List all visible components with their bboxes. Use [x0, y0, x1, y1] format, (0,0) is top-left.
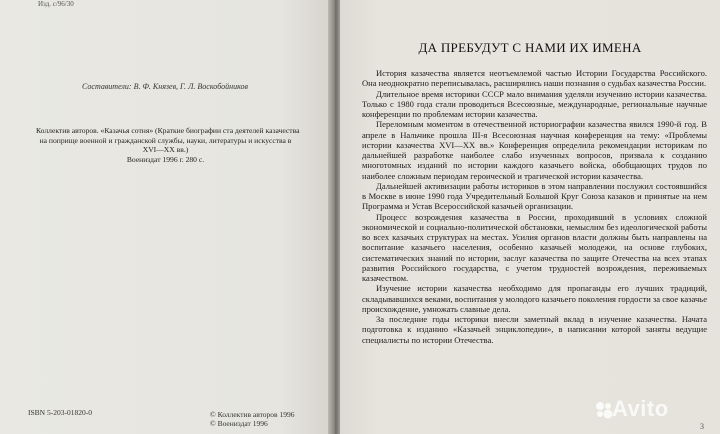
- avito-logo-icon: [594, 400, 614, 420]
- paragraph: Изучение истории казачества необходимо для пропаганды его лучших традиций, складывавшихся веками, воспитания у молодого казачьего поколения гордости за свое казачье происхождение, умножать славные дела.: [362, 283, 707, 314]
- annotation-block: [28, 126, 303, 164]
- paragraph: История казачества является неотъемлемой частью Истории Государства Российского. Она неоднократно переписывалась, расширялись наши познания о судьбах казачества России.: [362, 68, 707, 89]
- paragraph: За последние годы историки внесли заметный вклад в изучение казачества. Начата подготовка к изданию «Казачьей энциклопедии», в написании которой заняты ведущие специалисты по истории Отечества.: [362, 314, 707, 345]
- annotation-line-2: на поприще военной и гражданской службы, науки, литературы и искусства в: [39, 135, 292, 145]
- paragraph: Длительное время историки СССР мало внимания уделяли изучению истории казачества. Только с 1980 года стали проводиться Всесоюзные, международные, региональные научные конференции по проблемам истории казачества.: [362, 88, 707, 119]
- annotation-line-4: Воениздат 1996 г. 280 с.: [126, 154, 205, 164]
- left-page: [0, 0, 330, 434]
- paragraph: Переломным моментом в отечественной историографии казачества явился 1990-й год. В апреле в Нальчике прошла III-я Всесоюзная научная конференция на тему: «Проблемы истории казачества XVI—XX вв.» Конференция определила рекомендации историкам по дальнейшей разработке наиболее слабо изученных вопросов, призвала к созданию многотомных изданий по истории каждого казачьего войска, обобщающих трудов по наиболее сложным периодам героической и трагической истории казачества.: [362, 119, 707, 181]
- annotation-line-1: Коллектив авторов. «Казачья сотня» (Краткие биографии ста деятелей казачества: [36, 126, 300, 135]
- body-text: [362, 68, 707, 345]
- avito-watermark: Avito: [612, 396, 669, 421]
- compilers-line: Составители: В. Ф. Князев, Г. Л. Воскобойников: [82, 82, 248, 91]
- page-number: 3: [700, 422, 704, 431]
- paragraph: Процесс возрождения казачества в России, проходивший в условиях сложной экономической и социально-политической обстановки, немыслим без идеологической работы во всех казачьих структурах на местах. Усилия органов власти должны быть направлены на воспитание казачьего населения, особенно казачьей молодежи, на основе глубоких, систематических знаний по истории, заслуг казачества по защите Отечества на всех этапах развития Российского государства, с учетом трудностей возрождения, переживаемых казачеством.: [362, 211, 707, 283]
- copyright-line-2: © Воениздат 1996: [210, 419, 268, 428]
- copyright-block: [210, 410, 294, 428]
- copyright-line-1: © Коллектив авторов 1996: [210, 410, 295, 419]
- publisher-code: Изд. с/96/30: [38, 0, 74, 8]
- annotation-line-3: XVI—XX вв.): [142, 145, 189, 155]
- page-title: ДА ПРЕБУДУТ С НАМИ ИХ ИМЕНА: [418, 40, 642, 55]
- isbn: ISBN 5-203-01820-0: [28, 408, 92, 417]
- paragraph: Дальнейшей активизации работы историков в этом направлении послужил состоявшийся в Москве в июне 1990 года Учредительный Большой Круг Союза казаков и принятые на нем Программа и Устав Всероссийской казачьей организации.: [362, 180, 707, 212]
